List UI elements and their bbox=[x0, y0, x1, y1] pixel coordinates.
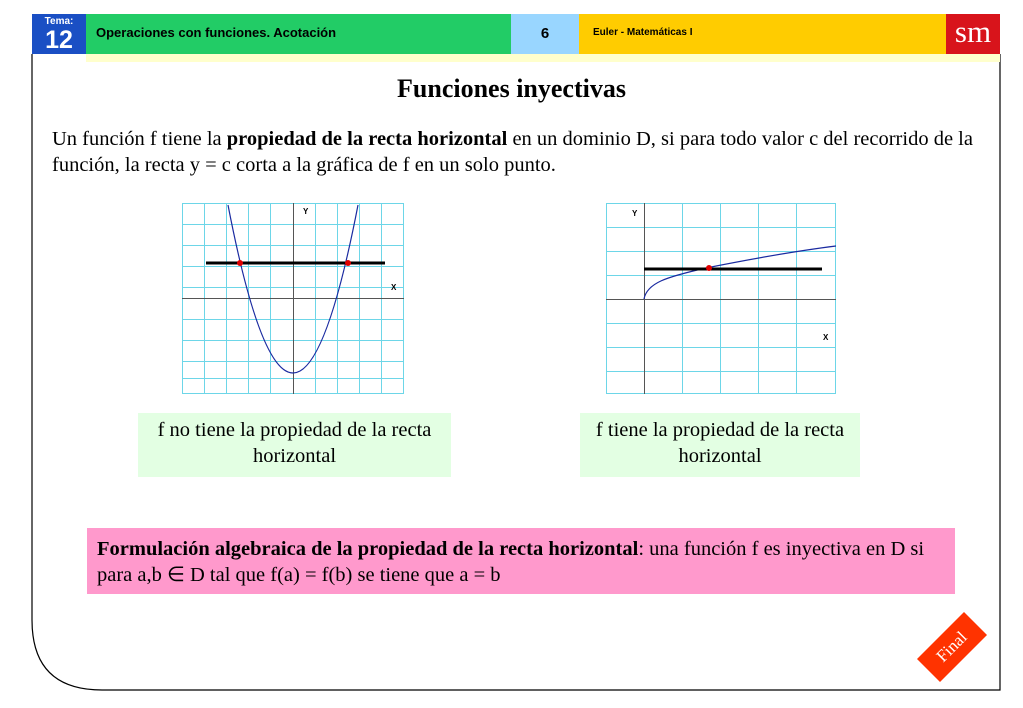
page-number-cell bbox=[511, 14, 579, 54]
y-axis-label: Y bbox=[303, 207, 309, 216]
axes bbox=[182, 203, 404, 394]
page-number: 6 bbox=[540, 25, 550, 42]
increasing-function-graph bbox=[606, 203, 836, 394]
parabola-graph bbox=[182, 203, 404, 394]
definition-text bbox=[52, 126, 982, 178]
book-title: Euler - Matemáticas I bbox=[593, 27, 693, 38]
x-axis-label: X bbox=[823, 333, 829, 342]
header-sub-strip bbox=[86, 54, 1000, 62]
page-title: Funciones inyectivas bbox=[397, 74, 626, 103]
intersection-point bbox=[706, 265, 712, 271]
final-button[interactable] bbox=[915, 610, 989, 684]
book-title-cell bbox=[579, 14, 946, 54]
sm-logo-text: sm bbox=[954, 14, 992, 49]
x-axis-label: X bbox=[391, 283, 397, 292]
intersection-point-1 bbox=[237, 260, 243, 266]
definition-part1: Un función f tiene la bbox=[52, 128, 227, 150]
intersection-point-2 bbox=[345, 260, 351, 266]
formula-rest: : una función f es inyectiva en D si para a,b ∈ D tal que f(a) = f(b) se tiene que a = b bbox=[97, 538, 925, 586]
increasing-curve bbox=[644, 246, 836, 299]
definition-bold: propiedad de la recta horizontal bbox=[226, 128, 508, 150]
grid-lines bbox=[606, 203, 836, 394]
caption-not-injective: f no tiene la propiedad de la recta horizontal bbox=[138, 413, 451, 477]
tema-number: 12 bbox=[45, 26, 73, 54]
tema-badge bbox=[32, 14, 86, 54]
caption-injective: f tiene la propiedad de la recta horizontal bbox=[580, 413, 860, 477]
algebraic-formulation-box bbox=[87, 528, 955, 594]
header-bar bbox=[32, 14, 1000, 54]
chapter-title: Operaciones con funciones. Acotación bbox=[96, 25, 337, 40]
chapter-title-cell bbox=[86, 14, 511, 54]
sm-logo bbox=[946, 14, 1000, 54]
final-button-label: Final bbox=[932, 627, 971, 666]
formula-bold: Formulación algebraica de la propiedad de la recta horizontal bbox=[97, 538, 639, 560]
tema-label: Tema: bbox=[44, 16, 74, 27]
definition-part2: en un dominio D, si para todo valor c del recorrido de la función, la recta y = c corta a la gráfica de f en un solo punto. bbox=[52, 128, 973, 176]
y-axis-label: Y bbox=[632, 209, 638, 218]
